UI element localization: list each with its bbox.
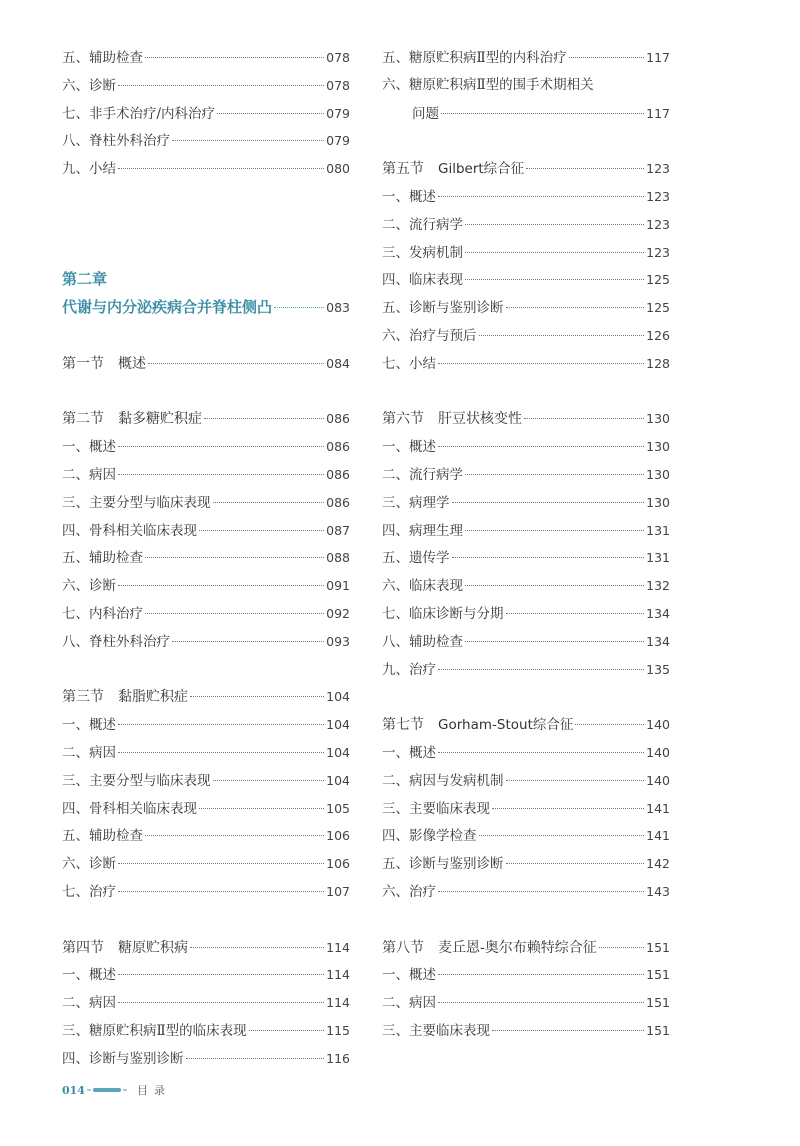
page-number: 087 [326,522,350,538]
dot-leader [526,168,644,169]
section-number: 第四节 [62,939,104,956]
toc-entry[interactable]: 一、概述 114 [62,961,350,989]
toc-entry[interactable]: 七、小结 128 [382,350,670,378]
page-number: 092 [326,605,350,621]
section-entry[interactable] [62,405,350,433]
section-entry[interactable] [62,350,350,378]
spacer [62,322,350,350]
dot-leader [118,724,324,725]
page-number: 125 [646,300,670,316]
dot-leader [492,808,644,809]
page-number: 123 [646,161,670,177]
section-title: 肝豆状核变性 [438,411,522,428]
section-number: 第三节 [62,689,104,706]
page-number: 114 [326,995,350,1011]
spacer [62,906,350,934]
dot-leader [438,446,644,447]
toc-entry[interactable]: 五、诊断与鉴别诊断 125 [382,294,670,322]
dot-leader [438,363,644,364]
dot-leader [465,252,644,253]
page-number: 140 [646,744,670,760]
toc-entry[interactable]: 三、主要分型与临床表现 086 [62,489,350,517]
page-number: 086 [326,466,350,482]
spacer [382,683,670,711]
toc-left-column [62,44,350,1072]
toc-entry[interactable]: 二、病因与发病机制 140 [382,767,670,795]
dot-leader [118,1002,324,1003]
toc-entry[interactable]: 一、概述 140 [382,739,670,767]
toc-entry[interactable]: 一、概述 123 [382,183,670,211]
page-number: 123 [646,216,670,232]
page-number: 130 [646,411,670,427]
toc-entry[interactable]: 二、病因 151 [382,989,670,1017]
toc-entry[interactable]: 二、流行病学 130 [382,461,670,489]
dot-leader [274,307,324,308]
page-number: 079 [326,133,350,149]
dot-leader [145,57,324,58]
page-number: 140 [646,717,670,733]
page-number: 132 [646,578,670,594]
spacer [62,183,350,239]
dot-leader [172,641,324,642]
toc-entry[interactable]: 三、主要临床表现 141 [382,795,670,823]
toc-entry[interactable]: 四、骨科相关临床表现 105 [62,795,350,823]
dot-leader [479,835,645,836]
page-number: 116 [326,1050,350,1066]
page-number: 107 [326,883,350,899]
dot-leader [452,557,645,558]
page-number: 117 [646,105,670,121]
spacer [382,906,670,934]
page-number: 131 [646,550,670,566]
toc-entry[interactable]: 一、概述 104 [62,711,350,739]
section-entry[interactable] [62,934,350,962]
dot-leader [249,1030,324,1031]
toc-entry[interactable]: 一、概述 130 [382,433,670,461]
page-number: 106 [326,856,350,872]
dot-leader [438,196,644,197]
dot-leader [569,57,644,58]
toc-entry[interactable]: 七、临床诊断与分期 134 [382,600,670,628]
toc-entry[interactable]: 五、辅助检查 078 [62,44,350,72]
toc-entry[interactable]: 五、遗传学 131 [382,544,670,572]
page-number: 093 [326,633,350,649]
page-number: 104 [326,744,350,760]
toc-entry[interactable]: 六、诊断 106 [62,850,350,878]
section-title: 糖原贮积病 [118,939,188,956]
toc-entry[interactable]: 三、病理学 130 [382,489,670,517]
toc-entry[interactable]: 八、脊柱外科治疗 079 [62,127,350,155]
section-title: 黏脂贮积症 [118,689,188,706]
toc-entry[interactable]: 四、骨科相关临床表现 087 [62,517,350,545]
toc-entry[interactable]: 六、临床表现 132 [382,572,670,600]
toc-entry[interactable]: 六、诊断 078 [62,72,350,100]
page-number: 151 [646,1022,670,1038]
dot-leader [172,140,324,141]
toc-entry[interactable]: 七、非手术治疗/内科治疗 079 [62,100,350,128]
dot-leader [438,891,644,892]
dot-leader [213,780,325,781]
chapter-label: 第二章 [62,270,108,289]
toc-entry[interactable]: 五、糖原贮积病Ⅱ型的内科治疗 117 [382,44,670,72]
dot-leader [599,947,644,948]
page-number: 135 [646,661,670,677]
footer-page-number: 014 [62,1083,85,1097]
toc-entry[interactable]: 五、辅助检查 088 [62,544,350,572]
toc-entry[interactable]: 六、糖原贮积病Ⅱ型的围手术期相关 [382,76,594,93]
page-number: 117 [646,50,670,65]
dot-leader [465,474,644,475]
section-number: 第五节 [382,161,424,178]
dot-leader [217,113,324,114]
dot-leader [199,530,324,531]
dot-leader [186,1058,325,1059]
page-number: 130 [646,494,670,510]
page-number: 141 [646,828,670,844]
dot-leader [204,418,324,419]
dot-leader [145,557,324,558]
page-number: 140 [646,772,670,788]
dot-leader [438,669,644,670]
chapter-entry[interactable] [62,294,350,322]
page-number: 142 [646,856,670,872]
toc-entry[interactable]: 七、内科治疗 092 [62,600,350,628]
toc-entry[interactable]: 六、诊断 091 [62,572,350,600]
toc-entry[interactable]: 二、病因 114 [62,989,350,1017]
page-number: 106 [326,828,350,844]
section-title: Gorham-Stout综合征 [438,717,574,734]
page-number: 086 [326,494,350,510]
page-number: 084 [326,355,350,371]
page-number: 130 [646,466,670,482]
toc-entry[interactable]: 五、辅助检查 106 [62,822,350,850]
toc-entry[interactable]: 七、治疗 107 [62,878,350,906]
dot-leader [199,808,324,809]
dot-leader [118,474,324,475]
page-number: 083 [326,300,350,316]
page-number: 086 [326,439,350,455]
dot-leader [492,1030,644,1031]
toc-entry[interactable]: 四、诊断与鉴别诊断 116 [62,1045,350,1073]
dot-leader [465,530,644,531]
toc-entry[interactable]: 一、概述 151 [382,961,670,989]
dot-leader [438,1002,644,1003]
section-entry[interactable] [62,683,350,711]
toc-entry[interactable]: 四、影像学检查 141 [382,822,670,850]
dot-leader [506,307,645,308]
toc-entry[interactable]: 三、发病机制 123 [382,239,670,267]
dot-leader [118,85,324,86]
page-number: 134 [646,633,670,649]
dot-leader [479,335,645,336]
page-number: 134 [646,605,670,621]
toc-entry[interactable]: 三、糖原贮积病Ⅱ型的临床表现 115 [62,1017,350,1045]
page-number: 086 [326,411,350,427]
spacer [62,378,350,406]
toc-entry[interactable]: 九、治疗 135 [382,656,670,684]
section-title: 麦丘恩-奥尔布赖特综合征 [438,939,597,956]
dot-leader [213,502,325,503]
dot-leader [190,947,324,948]
section-title: 黏多糖贮积症 [118,411,202,428]
section-number: 第二节 [62,411,104,428]
dot-leader [438,752,644,753]
page-number: 128 [646,355,670,371]
toc-entry[interactable]: 六、治疗 143 [382,878,670,906]
section-number: 第一节 [62,355,104,372]
dot-leader [438,974,644,975]
page-number: 105 [326,800,350,816]
page-number: 115 [326,1022,350,1038]
page-number: 078 [326,77,350,93]
toc-entry[interactable]: 二、流行病学 123 [382,211,670,239]
dot-leader [118,891,324,892]
page-number: 123 [646,244,670,260]
section-entry[interactable] [382,155,670,183]
page-number: 151 [646,939,670,955]
page-number: 104 [326,717,350,733]
page-number: 078 [326,50,350,65]
page-number: 130 [646,439,670,455]
page-number: 088 [326,550,350,566]
dot-leader [506,780,645,781]
dot-leader [118,974,324,975]
dot-leader [190,696,324,697]
dot-leader [118,863,324,864]
page-number: 151 [646,967,670,983]
page-footer [62,1080,171,1100]
section-entry[interactable] [382,934,670,962]
page-number: 143 [646,883,670,899]
section-entry[interactable] [382,711,670,739]
page-number: 123 [646,188,670,204]
toc-entry[interactable]: 四、病理生理 131 [382,517,670,545]
toc-entry[interactable]: 六、治疗与预后 126 [382,322,670,350]
dot-leader [524,418,644,419]
spacer [62,239,350,267]
section-title: Gilbert综合征 [438,161,525,178]
footer-divider-ornament [93,1088,121,1092]
dot-leader [575,724,644,725]
spacer [382,378,670,406]
dot-leader [148,363,324,364]
dot-leader [118,446,324,447]
toc-entry[interactable]: 四、临床表现 125 [382,266,670,294]
dot-leader [465,641,644,642]
page-number: 126 [646,327,670,343]
spacer [382,127,670,155]
dot-leader [118,585,324,586]
dot-leader [506,863,645,864]
page-number: 079 [326,105,350,121]
toc-entry[interactable]: 三、主要临床表现 151 [382,1017,670,1045]
page-number: 114 [326,967,350,983]
spacer [62,656,350,684]
page-number: 125 [646,272,670,288]
toc-entry[interactable]: 八、辅助检查 134 [382,628,670,656]
dot-leader [465,279,644,280]
section-number: 第七节 [382,717,424,734]
toc-entry[interactable]: 九、小结 080 [62,155,350,183]
toc-entry[interactable]: 二、病因 104 [62,739,350,767]
page-number: 114 [326,939,350,955]
dot-leader [465,224,644,225]
toc-entry[interactable]: 三、主要分型与临床表现 104 [62,767,350,795]
toc-entry[interactable]: 八、脊柱外科治疗 093 [62,628,350,656]
section-number: 第八节 [382,939,424,956]
chapter-title: 代谢与内分泌疾病合并脊柱侧凸 [62,298,273,317]
page-number: 141 [646,800,670,816]
dot-leader [118,168,324,169]
page-number: 131 [646,522,670,538]
page-number: 080 [326,161,350,177]
dot-leader [441,113,644,114]
page-number: 104 [326,689,350,705]
dot-leader [506,613,645,614]
dot-leader [118,752,324,753]
toc-entry[interactable]: 五、诊断与鉴别诊断 142 [382,850,670,878]
toc-entry[interactable]: 一、概述 086 [62,433,350,461]
page-number: 091 [326,578,350,594]
page-number: 104 [326,772,350,788]
toc-entry[interactable]: 二、病因 086 [62,461,350,489]
dot-leader [145,835,324,836]
toc-entry-continuation[interactable]: 问题 117 [382,100,670,128]
section-number: 第六节 [382,411,424,428]
footer-section-label: 目录 [136,1084,171,1097]
page-number: 151 [646,995,670,1011]
dot-leader [465,585,644,586]
toc-right-column [382,44,670,1045]
section-title: 概述 [118,355,146,372]
dot-leader [145,613,324,614]
section-entry[interactable] [382,405,670,433]
dot-leader [452,502,645,503]
